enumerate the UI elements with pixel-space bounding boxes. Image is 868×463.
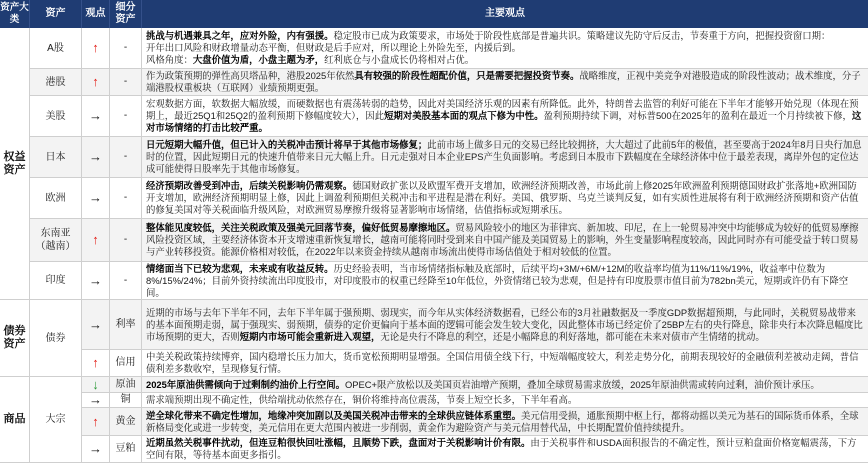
view-paragraph: [146, 54, 864, 66]
main-view-text: [146, 70, 864, 94]
arrow-right-icon: →: [89, 316, 102, 332]
main-view-cell: [142, 300, 868, 350]
header-sub-asset: 细分资产: [110, 0, 142, 28]
view-cell: [82, 350, 110, 377]
key-point-text: 大盘价值为盾，小盘主题为矛，: [192, 54, 325, 65]
detail-text: 由于关税事件和USDA面积报告的不确定性，预计豆粕盘面价格宽幅震荡，下方空间有限，等待基本面更多指引。: [146, 437, 857, 460]
main-view-cell: [142, 178, 868, 219]
view-paragraph: [146, 139, 864, 175]
asset-label: 日本: [30, 137, 82, 178]
view-cell: [82, 377, 110, 393]
view-paragraph: [146, 379, 864, 391]
detail-text: 宏观数据方面，软数据大幅放缓，而硬数据也有震荡转弱的趋势，因此对美国经济乐观的因素有所降低。此外，特朗普去监管的利好可能在下半年才能够开始兑现（体现在预期上，最近25Q1和25Q2的盈利预期下修幅度较大），因此: [146, 98, 859, 121]
detail-text: 开年出口风险和财政增量动态平衡，但财政是后手应对，所以理论上外险先至，内援后到。: [146, 42, 522, 53]
sub-asset-label: 黄金: [110, 408, 142, 436]
asset-label: 印度: [30, 262, 82, 300]
detail-text: 需求端预期出现不确定性，供给端扰动依然存在，铜价将维持高位震荡，节奏上短空长多，下半年看高。: [146, 394, 578, 405]
main-view-cell: [142, 69, 868, 96]
view-paragraph: [146, 70, 864, 94]
view-paragraph: [146, 98, 864, 134]
key-point-text: 经济预期改善受到冲击，后续关税影响仍需观察。: [146, 180, 353, 191]
view-cell: [82, 178, 110, 219]
main-view-text: [146, 379, 864, 391]
main-view-cell: [142, 393, 868, 408]
sub-asset-label: -: [110, 137, 142, 178]
main-view-text: [146, 410, 864, 434]
key-point-text: 具有较强的阶段性超配价值，只是需要把握投资节奏。: [354, 70, 580, 81]
view-cell: [82, 137, 110, 178]
header-asset-class: 资产大类: [0, 0, 30, 28]
arrow-up-icon: ↑: [92, 413, 99, 429]
view-cell: [82, 393, 110, 408]
sub-asset-label: 豆粕: [110, 436, 142, 463]
sub-asset-label: 铜: [110, 393, 142, 408]
asset-label: 大宗: [30, 377, 82, 463]
view-paragraph: [146, 437, 864, 461]
view-cell: [82, 262, 110, 300]
sub-asset-label: -: [110, 96, 142, 137]
asset-class-label: 债券资产: [0, 300, 30, 377]
main-view-cell: [142, 262, 868, 300]
key-point-text: 这对市场情绪的打击比较严重。: [146, 110, 862, 133]
sub-asset-label: -: [110, 69, 142, 96]
key-point-text: 2025年原油供需倾向于过剩制约油价上行空间。: [146, 378, 345, 390]
arrow-up-icon: ↑: [92, 355, 99, 370]
main-view-cell: [142, 408, 868, 436]
arrow-up-icon: ↑: [92, 232, 99, 247]
sub-asset-label: -: [110, 28, 142, 69]
main-view-text: [146, 98, 864, 134]
main-view-text: [146, 307, 864, 343]
view-paragraph: [146, 180, 864, 216]
view-paragraph: [146, 222, 864, 258]
asset-class-label: 商品: [0, 377, 30, 463]
main-view-text: [146, 263, 864, 299]
view-cell: [82, 69, 110, 96]
arrow-right-icon: →: [89, 108, 102, 123]
key-point-text: 情绪面当下已较为悲观，未来或有收益反转。: [146, 262, 334, 274]
asset-label: 美股: [30, 96, 82, 137]
asset-label: 东南亚 （越南）: [30, 219, 82, 262]
view-cell: [82, 300, 110, 350]
sub-asset-label: -: [110, 219, 142, 262]
view-cell: [82, 408, 110, 436]
header-view: 观点: [82, 0, 110, 28]
detail-text: OPEC+限产放松以及美国页岩油增产预期，叠加全球贸易需求放缓，2025年原油供需或转向过剩，油价预计承压。: [344, 378, 820, 390]
arrow-right-icon: →: [89, 393, 102, 407]
asset-label: 港股: [30, 69, 82, 96]
sub-asset-label: 利率: [110, 300, 142, 350]
key-point-text: 短期内市场可能会重新进入观望，: [239, 330, 381, 342]
detail-text: 贸易风险较小的地区为菲律宾、新加坡、印尼，在上一轮贸易冲突中均能够成为较好的低贸易摩擦风险投资区域，主要经济体资本开支增速重新恢复增长，越南可能将同时受到来自中国产能及美国贸易上的影响，外生变量影响程度较高，因此同时亦有可能受益于转口贸易与产业转移投资。能源价格相对较低，在2022年以来资金持续从越南市场流出使得市场估值处于相对较低的位置。: [146, 222, 859, 257]
detail-text: 战略维度，正视中美竞争对港股造成的阶段性波动；战术维度，分子端港股权重板块（互联网）业绩预期更强。: [146, 70, 861, 93]
detail-text: 此前市场上做多日元的交易已经比较拥挤，大大超过了此前5年的极值，甚至要高于2024年8月日央行加息时的位置，因此短期日元的快速升值带来日元大幅上升。日元走强对日本企业EPS产生负面影响。考虑到日本股市下跌幅度在全球经济体中位于最差表现，离岸外包的定位达成可能使得日股率先于其他市场修复。: [146, 139, 862, 174]
detail-text: 风格角度：: [146, 54, 193, 65]
view-cell: [82, 436, 110, 463]
key-point-text: 挑战与机遇兼具之年，应对外险，内有强援。: [146, 30, 334, 41]
detail-text: 近期的市场与去年下半年不同，去年下半年属于强预期、弱现实，而今年从实体经济数据看，已经公布的3月社融数据及一季度GDP数据超预期，与此同时，关税贸易战带来的基本面预期走弱，属于强现实、弱预期，债券的定价更偏向于基本面的逻辑可能会发生较大变化，因此整体市场已经定价了25BP左右的央行降息，除非央行本次降息幅度比市场预期的更大，否则: [146, 306, 863, 342]
header-main-view: 主要观点: [142, 0, 868, 28]
detail-text: 美元信用受损，通胀预期中枢上行，都将动摇以美元为基石的国际货币体系，全球新格局变化或进一步转变，美元信用在更大范围内被进一步削弱，黄金作为避险资产与美元信用替代品，中长期配置价值持续提升。: [146, 409, 859, 433]
detail-text: 无论是央行不降息的利空，还是小幅降息的利好落地，都可能在未来对债市产生情绪的扰动。: [380, 330, 765, 342]
view-cell: [82, 219, 110, 262]
main-view-cell: [142, 28, 868, 69]
main-view-cell: [142, 436, 868, 463]
sub-asset-label: -: [110, 262, 142, 300]
arrow-up-icon: ↑: [92, 74, 99, 89]
view-paragraph: [146, 351, 864, 375]
arrow-right-icon: →: [89, 272, 102, 288]
asset-label: A股: [30, 28, 82, 69]
arrow-down-icon: ↓: [92, 377, 99, 392]
key-point-text: 短期对美股基本面的观点下修为中性。: [384, 110, 544, 121]
sub-asset-label: -: [110, 178, 142, 219]
asset-label: 欧洲: [30, 178, 82, 219]
main-view-cell: [142, 377, 868, 393]
arrow-up-icon: ↑: [92, 40, 99, 55]
detail-text: 中美关税政策持续博弈，国内稳增长压力加大，货币宽松预期明显增强。全国信用债全线下行，中短端幅度较大，利差走势分化，前期表现较好的金融债利差被动走阔，普信债利差多数收窄，呈现修复行情。: [146, 351, 859, 374]
main-view-text: [146, 351, 864, 375]
arrow-right-icon: →: [89, 149, 102, 164]
detail-text: 红利底仓与小盘成长仍将相对占优。: [324, 54, 475, 65]
detail-text: 历史经验表明，当市场情绪指标触及底部时，后续平均+3M/+6M/+12M的收益率均值为11%/11%/19%，收益率中位数为8%/15%/24%；目前外资持续流出印度股市，对印度股市的权重已经降至10年低位，外资情绪已较为悲观，但是持有印度股票市值目前为782bn美元，短期或许仍有下降空间。: [146, 262, 849, 298]
detail-text: 盈利预期持续下调，对标普500在2025年的盈利在最近一个月持续被下修，: [543, 110, 852, 121]
main-view-text: [146, 394, 864, 406]
main-view-text: [146, 222, 864, 258]
main-view-cell: [142, 137, 868, 178]
asset-class-label: 权益资产: [0, 28, 30, 300]
header-asset: 资产: [30, 0, 82, 28]
view-paragraph: [146, 307, 864, 343]
sub-asset-label: 信用: [110, 350, 142, 377]
view-paragraph: [146, 410, 864, 434]
key-point-text: 近期虽然关税事件扰动，但连豆粕很快回吐涨幅，且顺势下跌，盘面对于关税影响计价有限。: [146, 437, 531, 448]
arrow-right-icon: →: [89, 190, 102, 205]
view-paragraph: [146, 263, 864, 299]
view-cell: [82, 28, 110, 69]
key-point-text: 日元短期大幅升值，但已计入的关税冲击预计将早于其他市场修复；: [146, 139, 428, 150]
asset-label: 债券: [30, 300, 82, 377]
sub-asset-label: 原油: [110, 377, 142, 393]
detail-text: 稳定股市已成为政策要求，市场处于阶段性底部是普遍共识。策略建议先防守后反击，节奏重于方向，把握投资窗口期：: [333, 30, 831, 41]
view-paragraph: [146, 42, 864, 54]
main-view-cell: [142, 350, 868, 377]
view-paragraph: [146, 30, 864, 42]
main-view-cell: [142, 219, 868, 262]
key-point-text: 整体能见度较低，关注关税政策及强美元回落节奏，偏好低贸易摩擦地区。: [146, 222, 456, 233]
main-view-text: [146, 139, 864, 175]
main-view-text: [146, 437, 864, 461]
main-view-text: [146, 30, 864, 66]
view-cell: [82, 96, 110, 137]
arrow-right-icon: →: [89, 441, 102, 456]
main-view-cell: [142, 96, 868, 137]
detail-text: 德国财政扩张以及欧盟军费开支增加，欧洲经济预期改善，市场此前上修2025年欧洲盈利预期德国财政扩张落地+欧洲国防开支增加，欧洲经济预期明显上修，因此上调盈利预期但关税冲击和平进程是潜在利好。美国、俄罗斯、乌克兰谈判反复，如有实质性进展将有利于欧洲经济预期和资产估值的修复美国对等关税面临升级风险，对欧洲贸易摩擦升级将显著影响市场情绪，估值指标或短期承压。: [146, 180, 859, 215]
main-view-text: [146, 180, 864, 216]
key-point-text: 逆全球化带来不确定性增加，地缘冲突加剧以及美国关税冲击带来的全球供应链体系重塑。: [146, 409, 522, 421]
detail-text: 作为政策预期的弹性高贝塔品种，港股2025年依然: [146, 70, 355, 81]
view-paragraph: [146, 394, 864, 406]
